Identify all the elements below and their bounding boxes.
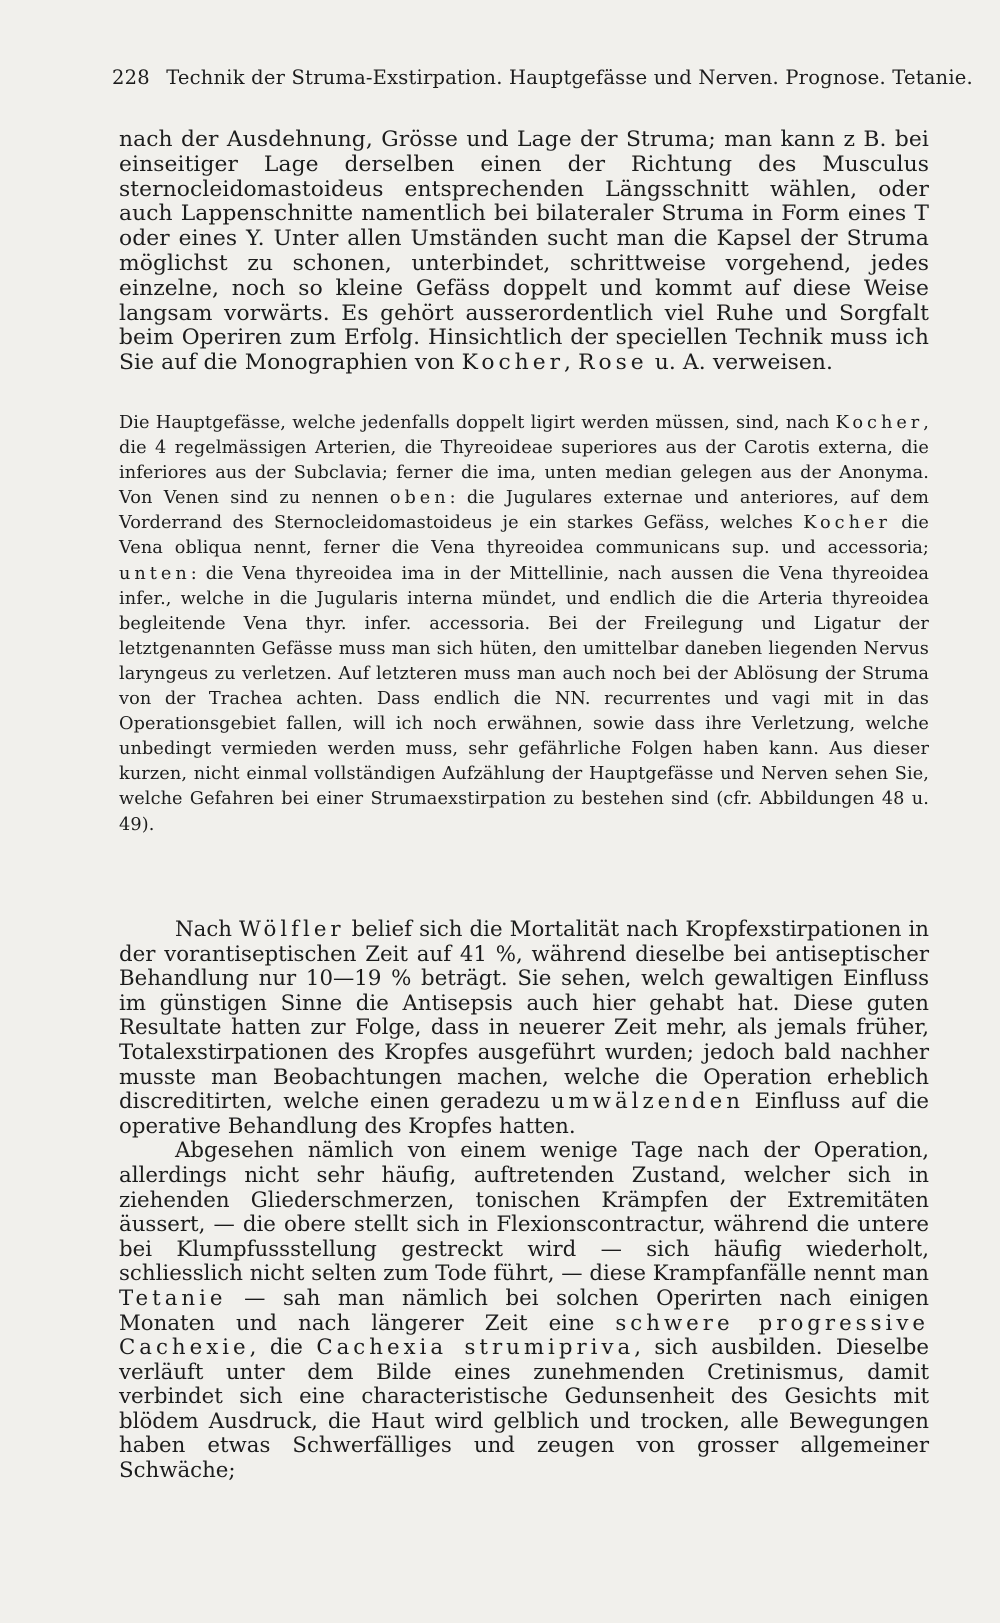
text-run: , sich ausbilden. Dieselbe verläuft unter dem Bilde eines zunehmenden Cretinismus, damit verbindet sich eine characteristische Gedunsenheit des Gesichts mit blödem Ausdruck, die Haut wird gelblich und trocken, alle Bewegungen haben etwas Schwerfälliges und zeugen von grosser allgemeiner Schwäche; xyxy=(119,1335,930,1484)
author-name: Rose xyxy=(578,350,648,376)
emphasis-text: unten xyxy=(119,563,191,584)
text-run: nach der Ausdehnung, Grösse und Lage der Struma; man kann z B. bei einseitiger Lage derselben einen der Richtung des Musculus sternocleidomastoideus entsprechenden Längsschnitt wählen, oder auch Lappenschnitte namentlich bei bilateraler Struma in Form eines T oder eines Y. Unter allen Umständen sucht man die Kapsel der Struma möglichst zu schonen, unterbindet, schrittweise vorgehend, jedes einzelne, noch so kleine Gefäss doppelt und kommt auf diese Weise langsam vorwärts. Es gehört ausserordentlich viel Ruhe und Sorgfalt beim Operiren zum Erfolg. Hinsichtlich der speciellen Technik muss ich Sie auf die Monographien von xyxy=(119,127,929,376)
running-title: Technik der Struma-Exstirpation. Hauptgefässe und Nerven. Prognose. Tetanie. xyxy=(166,66,973,89)
author-name: Wölfler xyxy=(239,917,345,942)
text-run: : die Vena thyreoidea ima in der Mittellinie, nach aussen die Vena thyreoidea infer., welche in die Jugularis interna mündet, und endlich die die Arteria thyreoidea begleitende Vena thyr. infer. accessoria. Bei der Freilegung und Ligatur der letztgenannten Gefässe muss man sich hüten, den umittelbar daneben liegenden Nervus laryngeus zu verletzen. Auf letzteren muss man auch noch bei der Ablösung der Struma von der Trachea achten. Dass endlich die NN. recurrentes und vagi mit in das Operationsgebiet fallen, will ich noch erwähnen, sowie dass ihre Verletzung, welche unbedingt vermieden werden muss, sehr gefährliche Folgen haben kann. Aus dieser kurzen, nicht einmal vollständigen Aufzählung der Hauptgefässe und Nerven sehen Sie, welche Gefahren bei einer Strumaexstirpation zu bestehen sind (cfr. Abbildungen 48 u. 49). xyxy=(119,563,929,835)
text-run: Die Hauptgefässe, welche jedenfalls doppelt ligirt werden müssen, sind, nach xyxy=(119,413,836,433)
paragraph-tetanie xyxy=(119,1139,929,1483)
main-paragraphs xyxy=(119,918,929,1484)
text-run: Nach xyxy=(175,917,240,942)
page-number: 228 xyxy=(112,66,150,89)
text-run: , die 4 regelmässigen Arterien, die Thyreoideae superiores aus der Carotis externa, die inferiores aus der Subclavia; ferner die ima, unten median gelegen aus der Anonyma. Von Venen sind zu nennen xyxy=(119,413,929,509)
small-print-paragraph xyxy=(119,411,929,838)
author-name: Kocher xyxy=(803,513,891,534)
emphasis-text: Tetanie xyxy=(119,1285,227,1311)
text-run: , die xyxy=(249,1335,317,1361)
paragraph-mortality xyxy=(119,918,929,1139)
text-run: : die Jugulares externae und anteriores, auf dem Vorderrand des Sternocleidomastoideus je ein starkes Gefäss, welches xyxy=(119,488,930,534)
paragraph-text xyxy=(119,411,929,838)
text-run: u. A. verweisen. xyxy=(647,350,834,376)
text-run: Einfluss auf die operative Behandlung des Kropfes hatten. xyxy=(119,1089,929,1139)
text-run: , xyxy=(564,350,579,376)
running-header xyxy=(112,66,973,89)
emphasis-text: oben xyxy=(389,488,450,509)
emphasis-text: Cachexia strumipriva xyxy=(316,1335,635,1361)
text-run: die Vena obliqua nennt, ferner die Vena thyreoidea communicans sup. und accessoria; xyxy=(119,513,929,559)
text-run: Abgesehen nämlich von einem wenige Tage nach der Operation, allerdings nicht sehr häufig, auftretenden Zustand, welcher sich in ziehenden Gliederschmerzen, tonischen Krämpfen der Extremitäten äussert, — die obere stellt sich in Flexionscontractur, während die untere bei Klumpfussstellung gestreckt wird — sich häufig wiederholt, schliesslich nicht selten zum Tode führt, — diese Krampfanfälle nennt man xyxy=(119,1138,929,1287)
text-run: belief sich die Mortalität nach Kropfexstirpationen in der vorantiseptischen Zeit auf 41 %, während dieselbe bei antiseptischer Behandlung nur 10—19 % beträgt. Sie sehen, welch gewaltigen Einfluss im günstigen Sinne die Antisepsis auch hier gehabt hat. Diese guten Resultate hatten zur Folge, dass in neuerer Zeit mehr, als jemals früher, Totalexstirpationen des Kropfes ausgeführt wurden; jedoch bald nachher musste man Beobachtungen machen, welche die Operation erheblich discreditirten, welche einen geradezu xyxy=(119,917,930,1115)
paragraph-continuation xyxy=(119,128,929,376)
text-run: — sah man nämlich bei solchen Operirten nach einigen Monaten und nach längerer Zeit eine xyxy=(119,1285,929,1336)
emphasis-text: schwere progressive Cachexie xyxy=(119,1310,929,1361)
emphasis-text: umwälzenden xyxy=(550,1089,744,1115)
paragraph-text xyxy=(119,128,929,376)
author-name: Kocher xyxy=(835,413,924,433)
author-name: Kocher xyxy=(461,350,565,376)
